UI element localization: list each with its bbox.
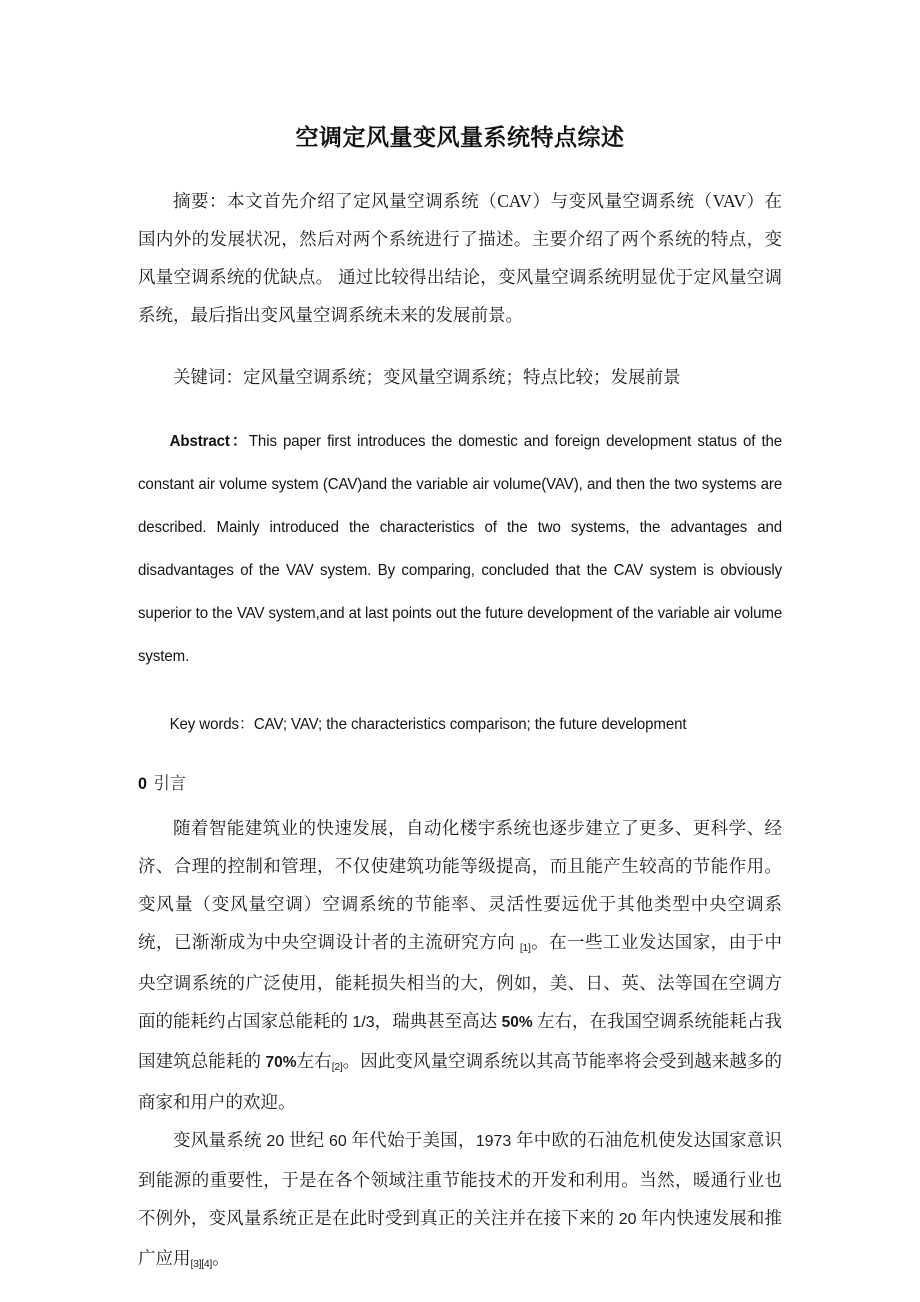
abstract-english-label: Abstract： — [169, 432, 249, 450]
inline-number: 1973 — [475, 1132, 512, 1150]
citation-reference: [1] — [519, 941, 531, 954]
page-title: 空调定风量变风量系统特点综述 — [295, 124, 625, 150]
keywords-chinese-block — [138, 358, 782, 396]
keywords-chinese-paragraph — [138, 358, 782, 396]
inline-percentage: 70% — [265, 1053, 297, 1071]
section-number: 0 — [138, 773, 147, 793]
inline-number: 60 — [329, 1132, 347, 1150]
inline-percentage: 50% — [501, 1013, 533, 1031]
keywords-english-block — [138, 703, 782, 746]
abstract-chinese-label: 摘要： — [173, 190, 228, 211]
abstract-english-paragraph — [138, 420, 782, 678]
keywords-chinese-text: 定风量空调系统；变风量空调系统；特点比较；发展前景 — [243, 366, 681, 387]
keywords-english-text: CAV; VAV; the characteristics comparison; the future development — [253, 715, 687, 733]
abstract-chinese-block — [138, 182, 782, 334]
citation-reference: [2] — [331, 1060, 343, 1073]
inline-number: 1/3 — [352, 1013, 375, 1031]
inline-number: 20 — [618, 1210, 637, 1228]
citation-reference: [3][4] — [190, 1257, 213, 1270]
abstract-english-text: This paper first introduces the domestic and foreign development status of the constant air volume system (CAV)and the variable air volume(VAV), and then the two systems are described. Mainly introduced the characteristics of the two systems, the advantages and disadvantages of the VAV system. By comparing, concluded that the CAV system is obviously superior to the VAV system,and at last points out the future development of the variable air volume system. — [138, 432, 783, 665]
body-paragraph: 随着智能建筑业的快速发展，自动化楼宇系统也逐步建立了更多、更科学、经济、合理的控制和管理，不仅使建筑功能等级提高，而且能产生较高的节能作用。变风量（变风量空调）空调系统的节能率、灵活性要远优于其他类型中央空调系统，已渐渐成为中央空调设计者的主流研究方向 [1]。在一些工业发达国家，由于中央空调系统的广泛使用，能耗损失相当的大，例如，美、日、英、法等国在空调方面的能耗约占国家总能耗的 1/3，瑞典甚至高达 50% 左右，在我国空调系统能耗占我国建筑总能耗的 70%左右[2]。因此变风量空调系统以其高节能率将会受到越来越多的商家和用户的欢迎。 — [138, 817, 783, 1112]
section-0-body — [138, 809, 782, 1280]
section-heading-0 — [138, 746, 750, 794]
body-paragraph: 变风量系统 20 世纪 60 年代始于美国，1973 年中欧的石油危机使发达国家意识到能源的重要性，于是在各个领域注重节能技术的开发和利用。当然，暖通行业也不例外，变风量系统正是在此时受到真正的关注并在接下来的 20 年内快速发展和推广应用[3][4]。 — [138, 1129, 783, 1270]
section-label: 引言 — [153, 773, 186, 793]
keywords-chinese-label: 关键词： — [173, 366, 243, 387]
keywords-english-paragraph — [138, 703, 782, 746]
abstract-chinese-text: 本文首先介绍了定风量空调系统（CAV）与变风量空调系统（VAV）在国内外的发展状况，然后对两个系统进行了描述。主要介绍了两个系统的特点，变风量空调系统的优缺点。 通过比较得出结论，变风量空调系统明显优于定风量空调系统，最后指出变风量空调系统未来的发展前景。 — [138, 190, 783, 325]
keywords-english-label: Key words： — [169, 715, 254, 733]
abstract-chinese-paragraph — [138, 182, 782, 334]
inline-number: 20 — [266, 1132, 285, 1150]
abstract-english-block — [138, 420, 782, 678]
